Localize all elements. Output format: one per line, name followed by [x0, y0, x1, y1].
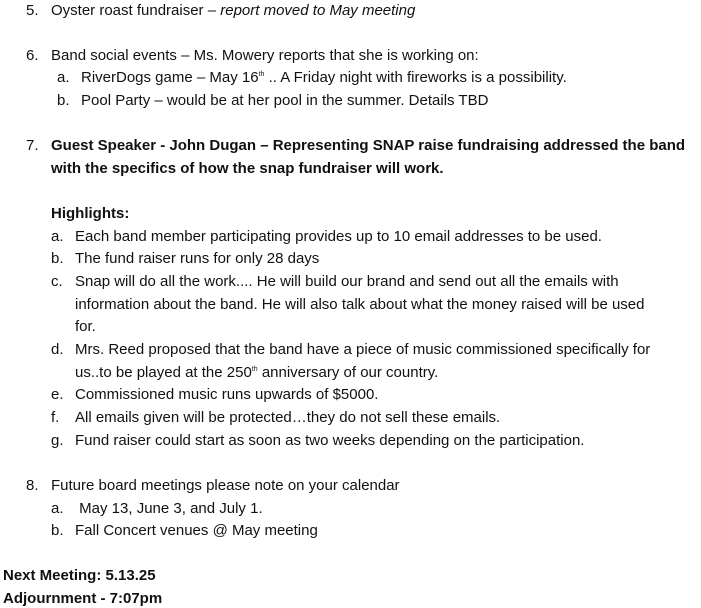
sub-letter: a.: [51, 228, 64, 245]
highlight-c-line-1: Snap will do all the work.... He will build our brand and send out all the emails with: [75, 273, 619, 290]
highlight-c-line-2: information about the band. He will also talk about what the money raised will be used: [75, 296, 645, 313]
highlight-f: All emails given will be protected…they do not sell these emails.: [75, 409, 501, 426]
item-number: 7.: [26, 137, 39, 154]
item-5-text: [51, 1, 415, 20]
sub-letter: d.: [51, 341, 64, 358]
sub-letter: b.: [51, 250, 64, 267]
adjournment: Adjournment - 7:07pm: [3, 590, 163, 607]
item-6a-pre: RiverDogs game – May 16: [81, 69, 259, 86]
sub-letter: e.: [51, 386, 64, 403]
highlight-g: Fund raiser could start as soon as two weeks depending on the participation.: [75, 432, 585, 449]
item-6a-text: [81, 68, 567, 87]
item-8b-text: Fall Concert venues @ May meeting: [75, 522, 318, 539]
item-5-title: Oyster roast fundraiser –: [51, 2, 221, 19]
item-number: 5.: [26, 2, 39, 19]
item-7-line-2: with the specifics of how the snap fundraiser will work.: [51, 160, 444, 177]
next-meeting: Next Meeting: 5.13.25: [3, 567, 156, 584]
item-number: 8.: [26, 477, 39, 494]
highlight-a: Each band member participating provides up to 10 email addresses to be used.: [75, 228, 602, 245]
highlight-b: The fund raiser runs for only 28 days: [75, 250, 320, 267]
item-8a-text: May 13, June 3, and July 1.: [75, 500, 263, 517]
sub-letter: f.: [51, 409, 60, 426]
highlight-c-line-3: for.: [75, 318, 96, 335]
highlight-d-line-2: [75, 363, 438, 382]
item-8-text: Future board meetings please note on your calendar: [51, 477, 400, 494]
item-number: 6.: [26, 47, 39, 64]
highlight-d-post: anniversary of our country.: [257, 364, 439, 381]
sub-letter: c.: [51, 273, 63, 290]
highlights-label: Highlights:: [51, 205, 130, 222]
item-6a-sup: th: [258, 71, 265, 78]
item-7-line-1: Guest Speaker - John Dugan – Representing SNAP raise fundraising addressed the band: [51, 137, 686, 154]
sub-letter: b.: [57, 92, 70, 109]
highlight-d-pre: us..to be played at the 250: [75, 364, 252, 381]
item-6b-text: Pool Party – would be at her pool in the summer. Details TBD: [81, 92, 489, 109]
highlight-d-line-1: Mrs. Reed proposed that the band have a piece of music commissioned specifically for: [75, 341, 651, 358]
item-6a-post: .. A Friday night with fireworks is a possibility.: [264, 69, 567, 86]
highlight-d-sup: th: [251, 366, 258, 373]
item-5-note: report moved to May meeting: [220, 2, 416, 19]
item-6-text: Band social events – Ms. Mowery reports that she is working on:: [51, 47, 479, 64]
highlight-e: Commissioned music runs upwards of $5000.: [75, 386, 379, 403]
sub-letter: g.: [51, 432, 64, 449]
sub-letter: a.: [57, 69, 70, 86]
sub-letter: b.: [51, 522, 64, 539]
sub-letter: a.: [51, 500, 64, 517]
